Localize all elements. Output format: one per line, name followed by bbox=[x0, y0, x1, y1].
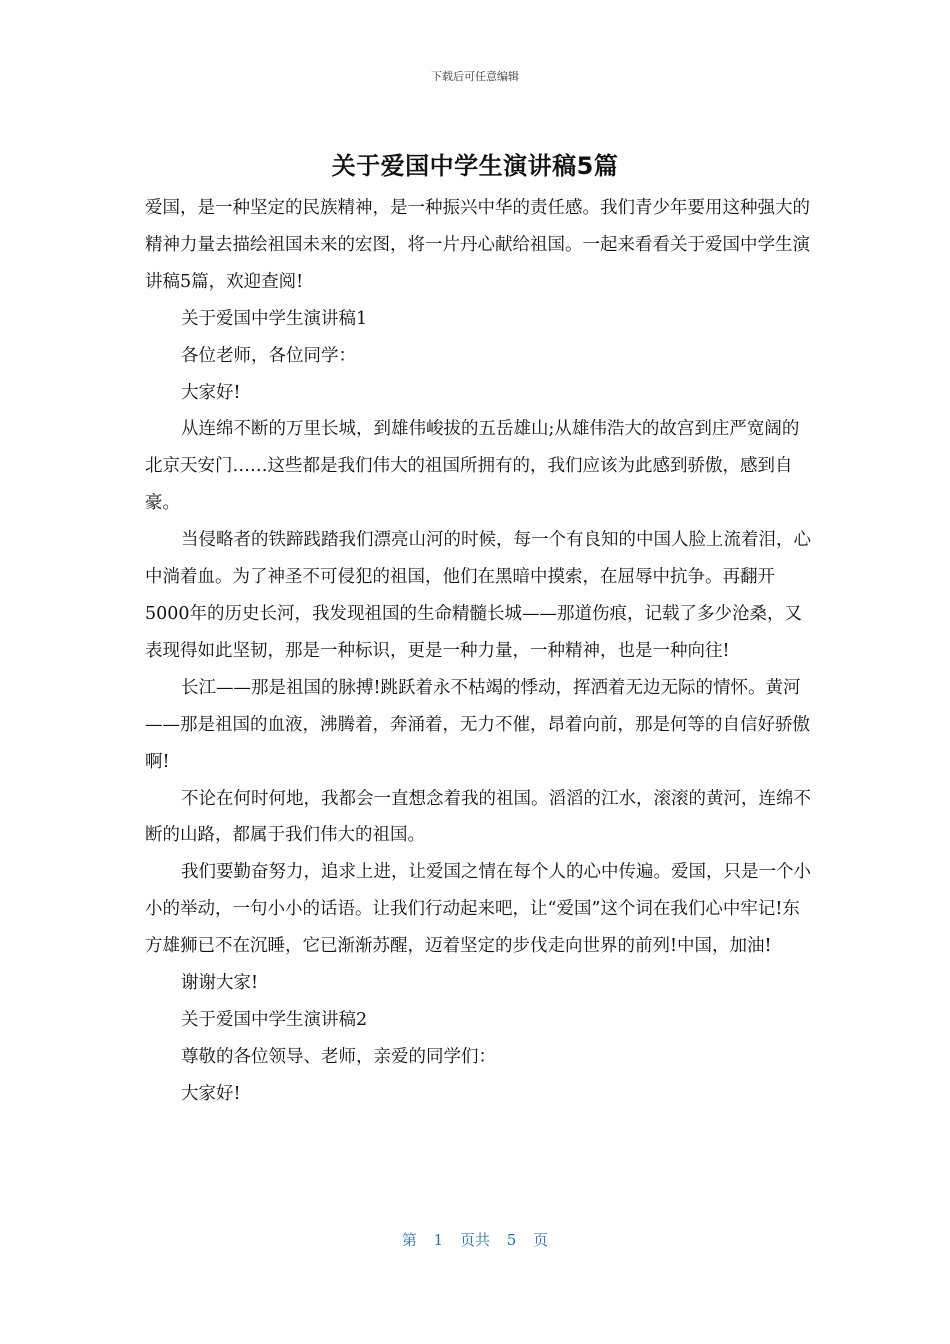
paragraph: 不论在何时何地，我都会一直想念着我的祖国。滔滔的江水，滚滚的黄河，连绵不断的山路，都属于我们伟大的祖国。 bbox=[145, 788, 811, 846]
paragraph: 我们要勤奋努力，追求上进，让爱国之情在每个人的心中传遍。爱国，只是一个小小的举动，一句小小的话语。让我们行动起来吧，让“爱国”这个词在我们心中牢记!东方雄狮已不在沉睡，它已渐渐苏醒，迈着坚定的步伐走向世界的前列!中国，加油! bbox=[145, 862, 811, 957]
paragraph: 大家好! bbox=[181, 382, 241, 403]
paragraph: 从连绵不断的万里长城，到雄伟峻拔的五岳雄山;从雄伟浩大的故宫到庄严宽阔的北京天安门……这些都是我们伟大的祖国所拥有的，我们应该为此感到骄傲，感到自豪。 bbox=[145, 419, 800, 514]
document-body bbox=[145, 190, 815, 1113]
paragraph: 当侵略者的铁蹄践踏我们漂亮山河的时候，每一个有良知的中国人脸上流着泪，心中淌着血。为了神圣不可侵犯的祖国，他们在黑暗中摸索，在屈辱中抗争。再翻开5000年的历史长河，我发现祖国的生命精髓长城——那道伤痕，记载了多少沧桑，又表现得如此坚韧，那是一种标识，更是一种力量，一种精神，也是一种向往! bbox=[145, 530, 811, 661]
page-header-note: 下载后可任意编辑 bbox=[431, 70, 519, 83]
paragraph: 谢谢大家! bbox=[181, 973, 259, 994]
page-footer-page-number: 第 1 页共 5 页 bbox=[401, 1231, 549, 1249]
document-title: 关于爱国中学生演讲稿5篇 bbox=[331, 152, 619, 180]
paragraph: 尊敬的各位领导、老师，亲爱的同学们： bbox=[181, 1046, 496, 1067]
paragraph: 大家好! bbox=[181, 1083, 241, 1104]
paragraph: 关于爱国中学生演讲稿2 bbox=[181, 1009, 368, 1030]
paragraph: 各位老师，各位同学： bbox=[181, 345, 356, 366]
paragraph: 关于爱国中学生演讲稿1 bbox=[181, 308, 368, 329]
paragraph: 长江——那是祖国的脉搏!跳跃着永不枯竭的悸动，挥洒着无边无际的情怀。黄河——那是祖国的血液，沸腾着，奔涌着，无力不催，昂着向前，那是何等的自信好骄傲啊! bbox=[145, 677, 810, 772]
paragraph-intro: 爱国，是一种坚定的民族精神，是一种振兴中华的责任感。我们青少年要用这种强大的精神力量去描绘祖国未来的宏图，将一片丹心献给祖国。一起来看看关于爱国中学生演讲稿5篇，欢迎查阅! bbox=[145, 198, 810, 292]
